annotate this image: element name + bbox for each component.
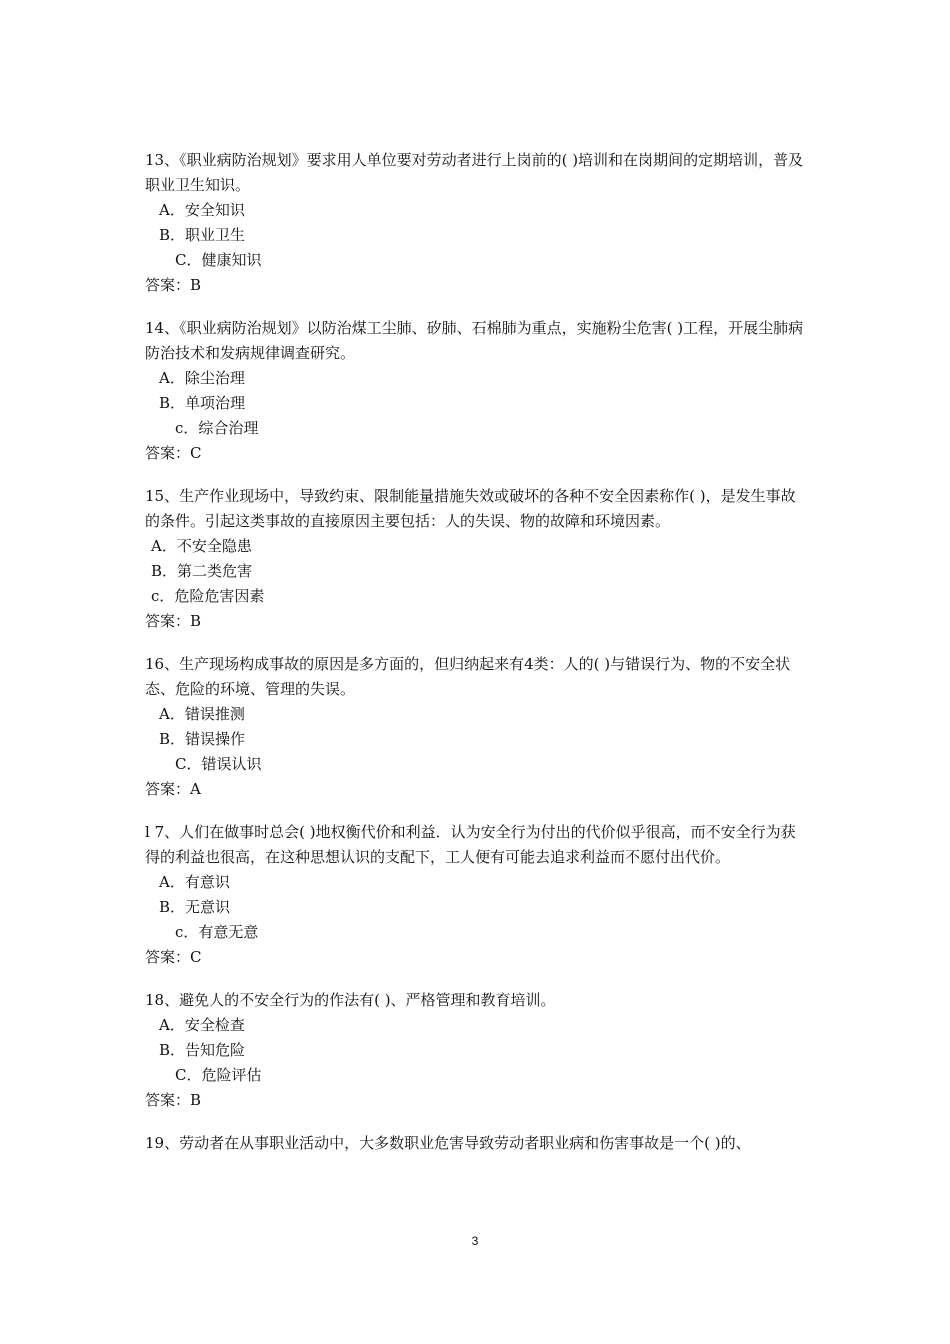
question-block [145, 988, 809, 1113]
question-list [145, 148, 809, 1174]
question-stem: l 7、人们在做事时总会( )地权衡代价和利益．认为安全行为付出的代价似乎很高，而不安全行为获得的利益也很高，在这种思想认识的支配下，工人便有可能去追求利益而不愿付出代价。 [145, 823, 796, 866]
answer-option: c．有意无意 [175, 923, 259, 941]
answer-option: c．综合治理 [175, 419, 259, 437]
question-stem: 14、《职业病防治规划》以防治煤工尘肺、矽肺、石棉肺为重点，实施粉尘危害( )工程，开展尘肺病防治技术和发病规律调查研究。 [145, 319, 804, 362]
answer-option: B．错误操作 [159, 730, 246, 748]
answer-key: 答案：A [145, 780, 201, 798]
question-stem: 19、劳动者在从事职业活动中，大多数职业危害导致劳动者职业病和伤害事故是一个( )的、 [145, 1134, 751, 1152]
answer-option: A．有意识 [159, 873, 230, 891]
answer-key: 答案：C [145, 444, 202, 462]
answer-option: C．危险评估 [175, 1066, 262, 1084]
answer-key: 答案：B [145, 276, 202, 294]
answer-option: C．错误认识 [175, 755, 262, 773]
answer-key: 答案：B [145, 1091, 202, 1109]
question-block [145, 652, 809, 802]
question-block [145, 484, 809, 634]
page-number: 3 [471, 1234, 479, 1248]
question-block [145, 316, 809, 466]
question-block [145, 1131, 809, 1156]
answer-option: B．职业卫生 [159, 226, 246, 244]
answer-option: A．安全检查 [159, 1016, 245, 1034]
question-block [145, 148, 809, 298]
answer-option: C．健康知识 [175, 251, 262, 269]
question-block [145, 820, 809, 970]
question-stem: 18、避免人的不安全行为的作法有( )、严格管理和教育培训。 [145, 991, 556, 1009]
question-stem: 16、生产现场构成事故的原因是多方面的，但归纳起来有4类：人的( )与错误行为、物的不安全状态、危险的环境、管理的失误。 [145, 655, 791, 698]
answer-key: 答案：B [145, 612, 202, 630]
answer-option: B．第二类危害 [151, 562, 253, 580]
answer-option: A．安全知识 [159, 201, 245, 219]
answer-option: B．单项治理 [159, 394, 246, 412]
answer-option: A．不安全隐患 [151, 537, 252, 555]
answer-option: c．危险危害因素 [151, 587, 265, 605]
answer-option: A．除尘治理 [159, 369, 245, 387]
question-stem: 15、生产作业现场中，导致约束、限制能量措施失效或破坏的各种不安全因素称作( )，是发生事故的条件。引起这类事故的直接原因主要包括：人的失误、物的故障和环境因素。 [145, 487, 796, 530]
answer-option: B．无意识 [159, 898, 231, 916]
answer-option: A．错误推测 [159, 705, 245, 723]
answer-key: 答案：C [145, 948, 202, 966]
answer-option: B．告知危险 [159, 1041, 246, 1059]
question-stem: 13、《职业病防治规划》要求用人单位要对劳动者进行上岗前的( )培训和在岗期间的定期培训，普及职业卫生知识。 [145, 151, 804, 194]
